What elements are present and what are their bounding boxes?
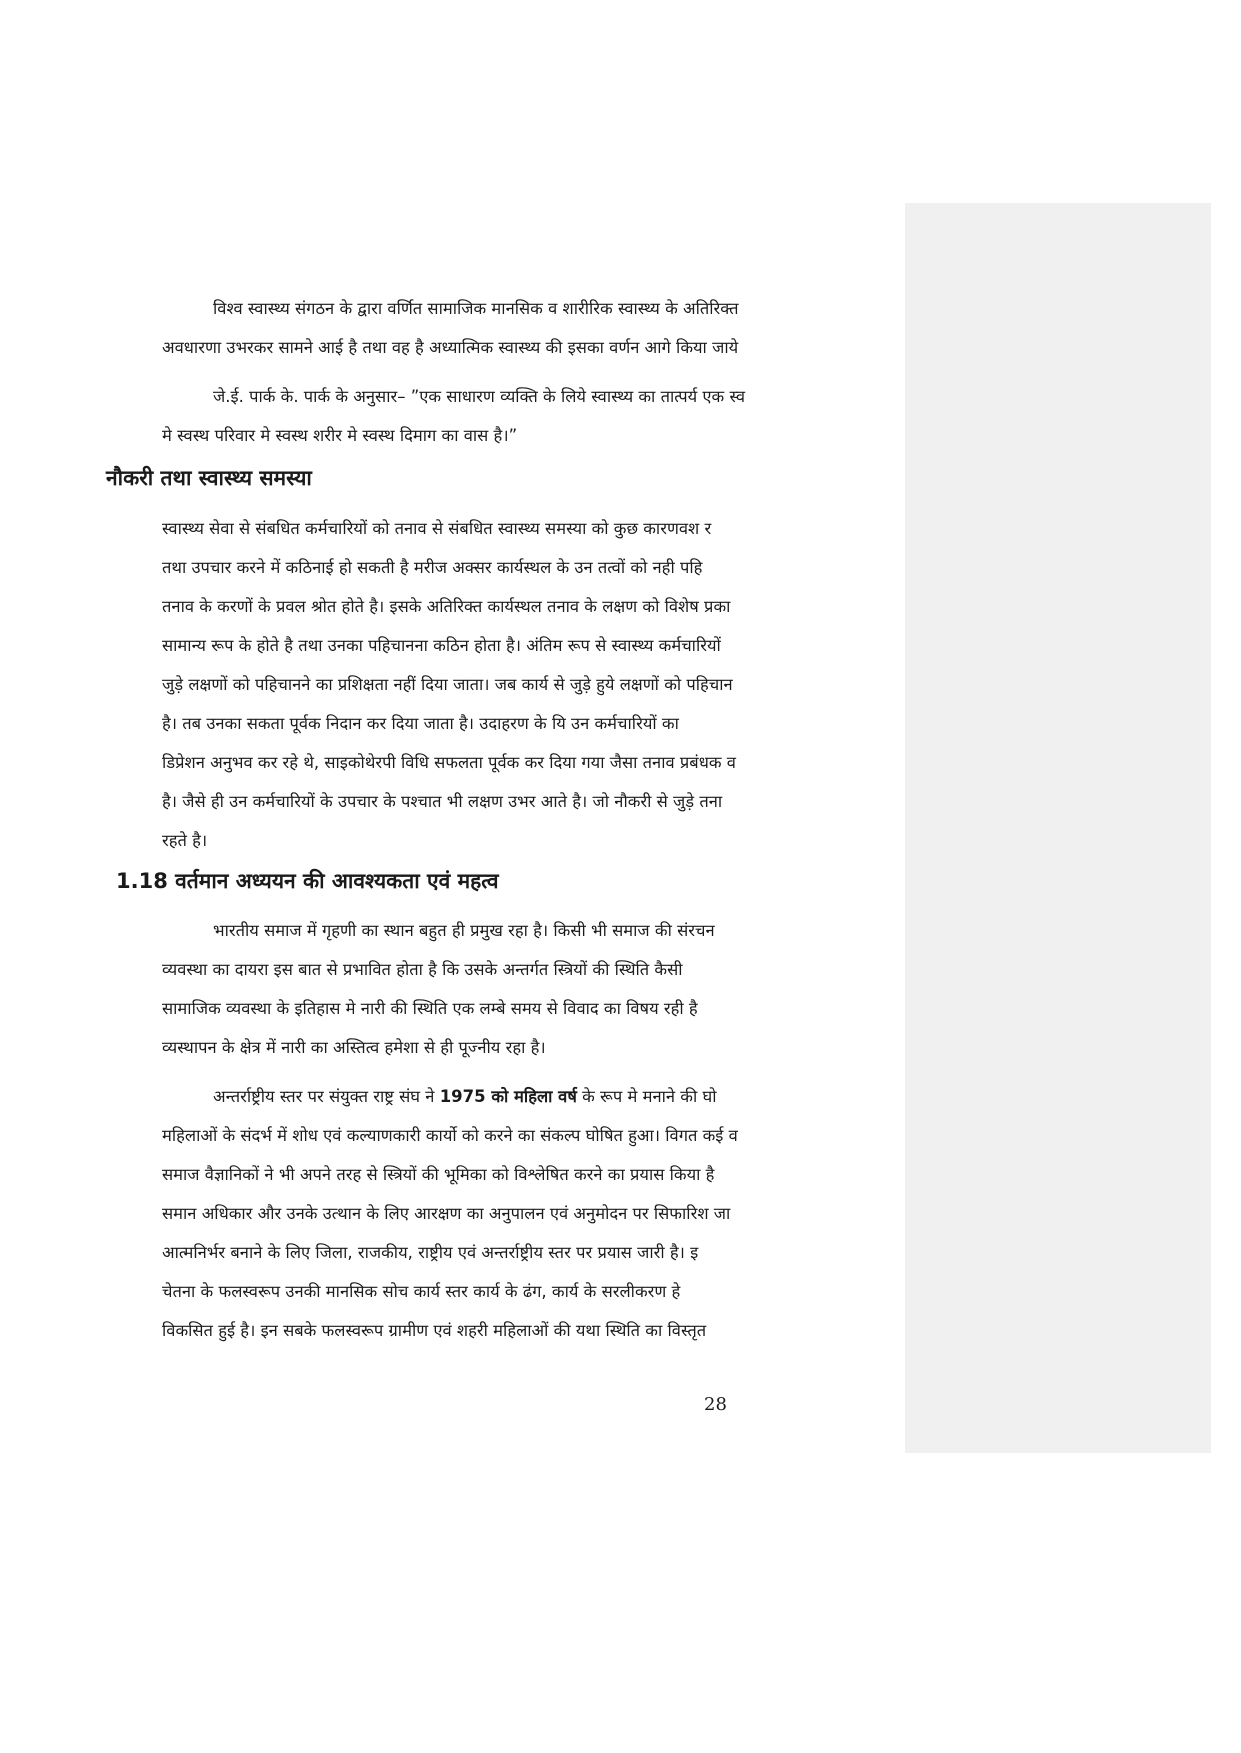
text-line: डिप्रेशन अनुभव कर रहे थे, साइकोथेरपी विधि सफलता पूर्वक कर दिया गया जैसा तनाव प्रबंधक व: [162, 753, 736, 772]
text-line: है। जैसे ही उन कर्मचारियों के उपचार के पश्चात भी लक्षण उभर आते है। जो नौकरी से जुड़े तना: [162, 792, 723, 811]
text-line: तथा उपचार करने में कठिनाई हो सकती है मरीज अक्सर कार्यस्थल के उन तत्वों को नही पहि: [162, 558, 703, 577]
text-line: व्यस्थापन के क्षेत्र में नारी का अस्तित्व हमेशा से ही पूज्नीय रहा है।: [162, 1038, 546, 1057]
text-line: समान अधिकार और उनके उत्थान के लिए आरक्षण का अनुपालन एवं अनुमोदन पर सिफारिश जा: [162, 1204, 731, 1223]
text-line: स्वास्थ्य सेवा से संबधित कर्मचारियों को तनाव से संबधित स्वास्थ्य समस्या को कुछ कारणवश र: [162, 519, 712, 538]
comment-pane: [905, 203, 1211, 1453]
text-line: व्यवस्था का दायरा इस बात से प्रभावित होता है कि उसके अन्तर्गत स्त्रियों की स्थिति कैसी: [162, 960, 683, 979]
text-line: जे.ई. पार्क के. पार्क के अनुसार– ”एक साधारण व्यक्ति के लिये स्वास्थ्य का तात्पर्य एक स्व: [213, 387, 746, 406]
text-line: महिलाओं के संदर्भ में शोध एवं कल्याणकारी कार्यो को करने का संकल्प घोषित हुआ। विगत कई व: [162, 1126, 738, 1145]
text-line: विकसित हुई है। इन सबके फलस्वरूप ग्रामीण एवं शहरी महिलाओं की यथा स्थिति का विस्तृत: [162, 1321, 707, 1340]
text-line: [213, 1085, 905, 1109]
text-line: सामान्य रूप के होते है तथा उनका पहिचानना कठिन होता है। अंतिम रूप से स्वास्थ्य कर्मचारियों: [162, 636, 721, 655]
text-line: अवधारणा उभरकर सामने आई है तथा वह है अध्यात्मिक स्वास्थ्य की इसका वर्णन आगे किया जाये: [162, 338, 739, 357]
text-run: के रूप मे मनाने की घो: [576, 1087, 717, 1106]
text-line: आत्मनिर्भर बनाने के लिए जिला, राजकीय, राष्ट्रीय एवं अन्तर्राष्ट्रीय स्तर पर प्रयास जारी है। इ: [162, 1243, 699, 1262]
text-line: भारतीय समाज में गृहणी का स्थान बहुत ही प्रमुख रहा है। किसी भी समाज की संरचन: [213, 921, 715, 940]
section-heading: नौकरी तथा स्वास्थ्य समस्या: [106, 466, 312, 490]
text-run: अन्तर्राष्ट्रीय स्तर पर संयुक्त राष्ट्र संघ ने: [213, 1087, 440, 1106]
text-line: है। तब उनका सकता पूर्वक निदान कर दिया जाता है। उदाहरण के यि उन कर्मचारियों का: [162, 714, 679, 733]
bold-text-run: 1975 को महिला वर्ष: [439, 1087, 577, 1106]
text-line: रहते है।: [162, 831, 208, 850]
text-line: समाज वैज्ञानिकों ने भी अपने तरह से स्त्रियों की भूमिका को विश्लेषित करने का प्रयास किया है: [162, 1165, 715, 1184]
text-line: तनाव के करणों के प्रवल श्रोत होते है। इसके अतिरिक्त कार्यस्थल तनाव के लक्षण को विशेष प्रका: [162, 597, 731, 616]
page-number: 28: [704, 1394, 727, 1415]
text-line: मे स्वस्थ परिवार मे स्वस्थ शरीर मे स्वस्थ दिमाग का वास है।”: [162, 426, 518, 445]
text-line: विश्व स्वास्थ्य संगठन के द्वारा वर्णित सामाजिक मानसिक व शारीरिक स्वास्थ्य के अतिरिक्त: [213, 299, 739, 318]
section-heading: 1.18 वर्तमान अध्ययन की आवश्यकता एवं महत्व: [116, 869, 499, 893]
text-line: जुड़े लक्षणों को पहिचानने का प्रशिक्षता नहीं दिया जाता। जब कार्य से जुड़े हुये लक्षणों को पहिचान: [162, 675, 733, 694]
text-line: चेतना के फलस्वरूप उनकी मानसिक सोच कार्य स्तर कार्य के ढंग, कार्य के सरलीकरण हे: [162, 1282, 681, 1301]
text-line: सामाजिक व्यवस्था के इतिहास मे नारी की स्थिति एक लम्बे समय से विवाद का विषय रही है: [162, 999, 698, 1018]
